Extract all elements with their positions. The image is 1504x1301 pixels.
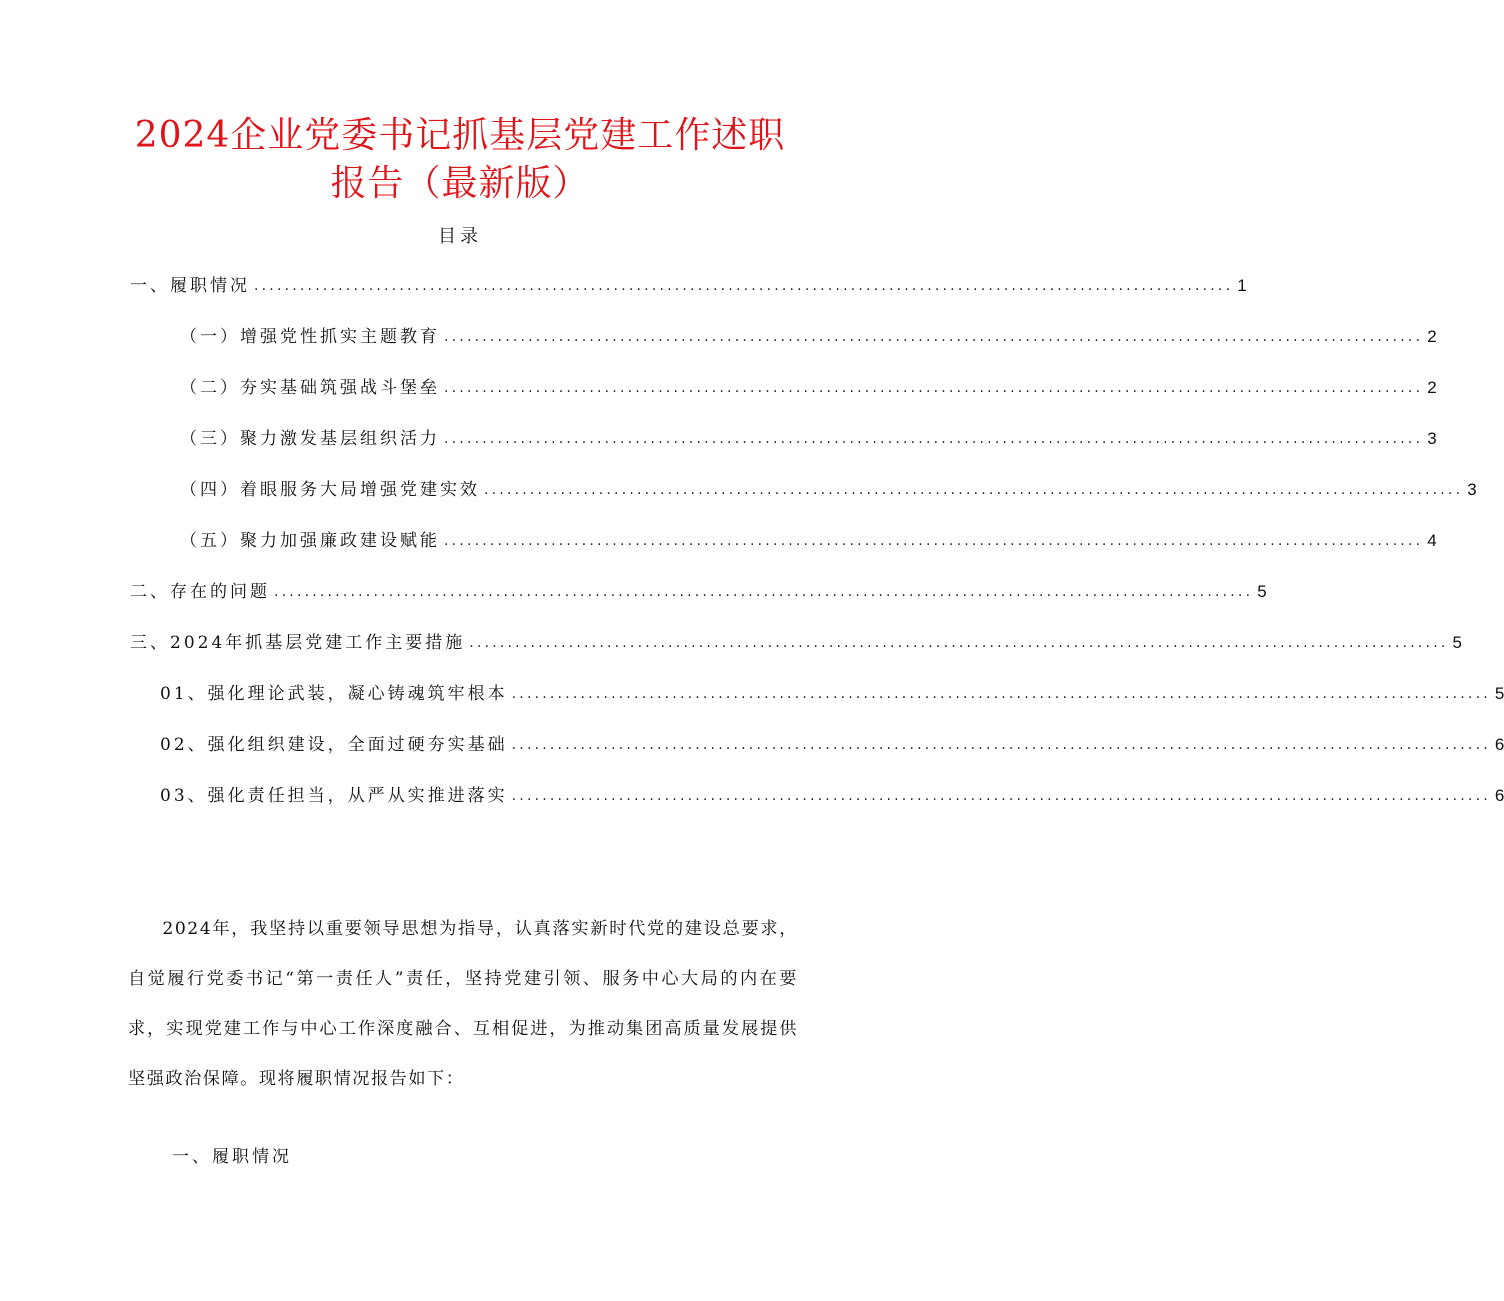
- toc-entry[interactable]: [180, 477, 1477, 503]
- toc-leader-dots: ................................................................................................................................: [444, 380, 1424, 396]
- document-title-line-1: 2024企业党委书记抓基层党建工作述职: [134, 115, 786, 156]
- toc-leader-dots: ................................................................................................................................: [511, 686, 1491, 702]
- toc-entry-page: 2: [1427, 378, 1437, 397]
- toc-leader-dots: ................................................................................................................................: [511, 737, 1491, 753]
- toc-entry-page: 4: [1427, 531, 1437, 550]
- toc-entry-page: 1: [1237, 276, 1247, 295]
- toc-entry-label: 二、存在的问题: [130, 582, 270, 602]
- toc-entry[interactable]: [180, 375, 1437, 401]
- toc-leader-dots: ................................................................................................................................: [511, 788, 1491, 804]
- toc-entry-page: 5: [1452, 633, 1462, 652]
- toc-entry-label: （二）夯实基础筑强战斗堡垒: [180, 378, 440, 398]
- toc-entry[interactable]: [180, 528, 1437, 554]
- toc-entry[interactable]: [160, 783, 1504, 809]
- toc-entry-page: 3: [1427, 429, 1437, 448]
- toc-entry-label: 三、2024年抓基层党建工作主要措施: [130, 633, 466, 653]
- toc-leader-dots: ................................................................................................................................: [254, 278, 1234, 294]
- toc-entry-label: （五）聚力加强廉政建设赋能: [180, 531, 440, 551]
- section-heading: 一、履职情况: [172, 1147, 292, 1167]
- toc-entry-page: 6: [1494, 786, 1504, 805]
- toc-entry[interactable]: [130, 579, 1267, 605]
- toc-leader-dots: ................................................................................................................................: [444, 431, 1424, 447]
- toc-leader-dots: ................................................................................................................................: [484, 482, 1464, 498]
- toc-leader-dots: ................................................................................................................................: [274, 584, 1254, 600]
- toc-entry-label: 03、强化责任担当，从严从实推进落实: [160, 786, 508, 806]
- toc-entry-label: （三）聚力激发基层组织活力: [180, 429, 440, 449]
- toc-leader-dots: ................................................................................................................................: [469, 635, 1449, 651]
- toc-entry-page: 3: [1467, 480, 1477, 499]
- toc-entry-label: （四）着眼服务大局增强党建实效: [180, 480, 480, 500]
- toc-leader-dots: ................................................................................................................................: [444, 329, 1424, 345]
- toc-heading: 目录: [438, 226, 482, 247]
- toc-entry[interactable]: [130, 630, 1462, 656]
- toc-entry[interactable]: [160, 732, 1504, 758]
- toc-entry[interactable]: [160, 681, 1504, 707]
- toc-entry-label: 01、强化理论武装，凝心铸魂筑牢根本: [160, 684, 508, 704]
- intro-paragraph: 2024年，我坚持以重要领导思想为指导，认真落实新时代党的建设总要求，自觉履行党委书记“第一责任人”责任，坚持党建引领、服务中心大局的内在要求，实现党建工作与中心工作深度融合、互相促进，为推动集团高质量发展提供坚强政治保障。现将履职情况报告如下：: [128, 919, 798, 1089]
- toc-leader-dots: ................................................................................................................................: [444, 533, 1424, 549]
- toc-entry[interactable]: [130, 273, 1247, 299]
- toc-entry-page: 5: [1257, 582, 1267, 601]
- toc-entry-label: 一、履职情况: [130, 276, 250, 296]
- toc-entry[interactable]: [180, 324, 1437, 350]
- toc-entry-page: 6: [1494, 735, 1504, 754]
- toc-entry-label: （一）增强党性抓实主题教育: [180, 327, 440, 347]
- toc-entry[interactable]: [180, 426, 1437, 452]
- document-title-line-2: 报告（最新版）: [330, 163, 590, 204]
- toc-entry-label: 02、强化组织建设，全面过硬夯实基础: [160, 735, 508, 755]
- toc-entry-page: 5: [1494, 684, 1504, 703]
- toc-entry-page: 2: [1427, 327, 1437, 346]
